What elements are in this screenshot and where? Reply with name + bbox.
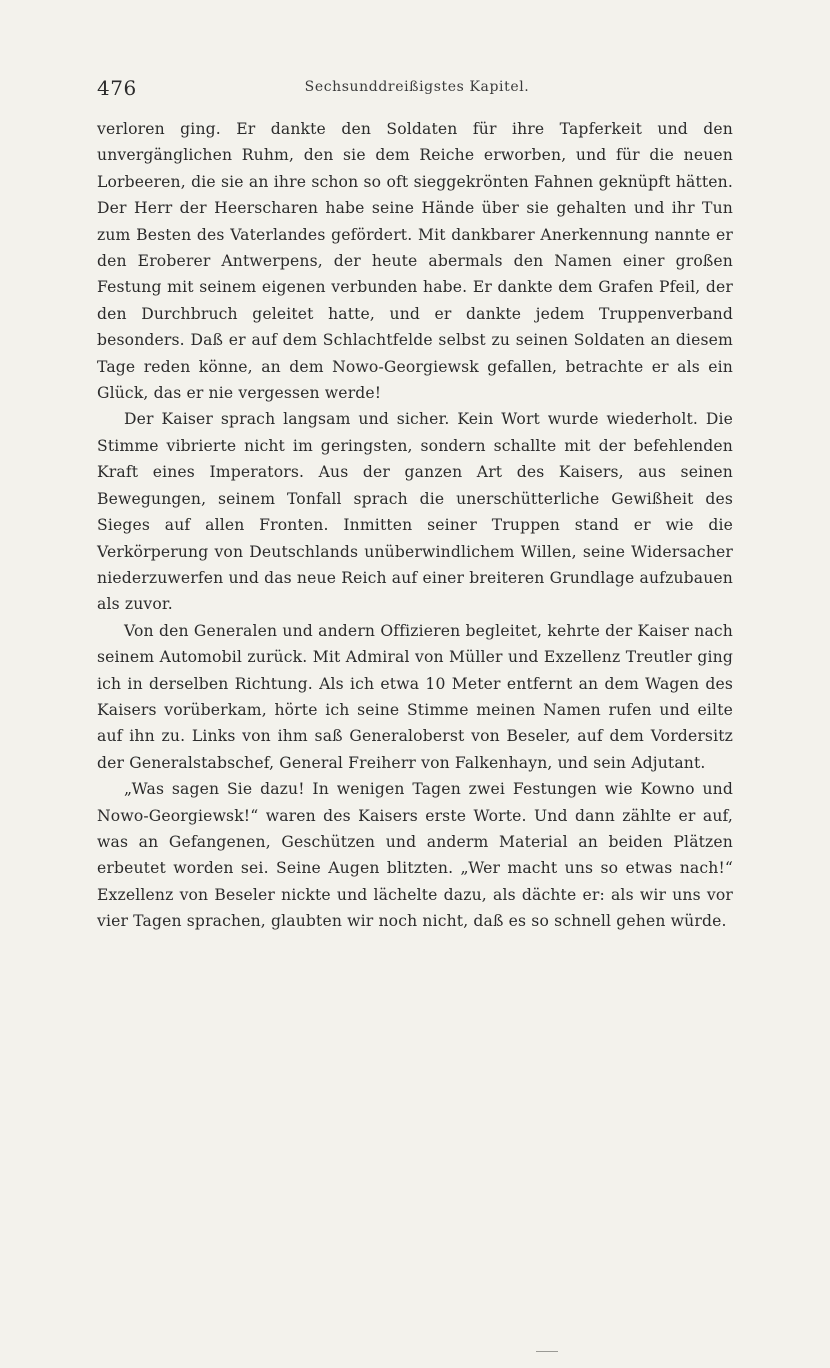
page-header [97, 76, 737, 106]
paragraph: Der Kaiser sprach langsam und sicher. Kein Wort wurde wiederholt. Die Stimme vibrierte nicht im geringsten, sondern schallte mit der befehlenden Kraft eines Imperators. Aus der ganzen Art des Kaisers, aus seinen Bewegungen, seinem Tonfall sprach die unerschütterliche Gewißheit des Sieges auf allen Fronten. Inmitten seiner Truppen stand er wie die Verkörperung von Deutschlands unüberwindlichem Willen, seine Widersacher niederzuwerfen und das neue Reich auf einer breiteren Grundlage aufzubauen als zuvor. [97, 410, 733, 614]
body-text [97, 116, 733, 935]
chapter-running-head: Sechsunddreißigstes Kapitel. [304, 79, 530, 95]
footer-rule [536, 1351, 558, 1352]
paragraph: Von den Generalen und andern Offizieren begleitet, kehrte der Kaiser nach seinem Automobil zurück. Mit Admiral von Müller und Exzellenz Treutler ging ich in derselben Richtung. Als ich etwa 10 Meter entfernt an dem Wagen des Kaisers vorüberkam, hörte ich seine Stimme meinen Namen rufen und eilte auf ihn zu. Links von ihm saß Generaloberst von Beseler, auf dem Vordersitz der Generalstabschef, General Freiherr von Falkenhayn, und sein Adjutant. [97, 621, 733, 772]
paragraph: „Was sagen Sie dazu! In wenigen Tagen zwei Festungen wie Kowno und Nowo-Georgiewsk!“ waren des Kaisers erste Worte. Und dann zählte er auf, was an Gefangenen, Geschützen und anderm Material an beiden Plätzen erbeutet worden sei. Seine Augen blitzten. „Wer macht uns so etwas nach!“ Exzellenz von Beseler nickte und lächelte dazu, als dächte er: als wir uns vor vier Tagen sprachen, glaubten wir noch nicht, daß es so schnell gehen würde. [97, 780, 733, 931]
paragraph: verloren ging. Er dankte den Soldaten für ihre Tapferkeit und den unvergänglichen Ruhm, den sie dem Reiche erworben, und für die neuen Lorbeeren, die sie an ihre schon so oft sieggekrönten Fahnen geknüpft hätten. Der Herr der Heerscharen habe seine Hände über sie gehalten und ihr Tun zum Besten des Vaterlandes gefördert. Mit dankbarer Anerkennung nannte er den Eroberer Antwerpens, der heute abermals den Namen einer großen Festung mit seinem eigenen verbunden habe. Er dankte dem Grafen Pfeil, der den Durchbruch geleitet hatte, und er dankte jedem Truppenverband besonders. Daß er auf dem Schlachtfelde selbst zu seinen Soldaten an diesem Tage reden könne, an dem Nowo-Georgiewsk gefallen, betrachte er als ein Glück, das er nie vergessen werde! [97, 120, 733, 403]
page-number: 476 [97, 76, 137, 100]
